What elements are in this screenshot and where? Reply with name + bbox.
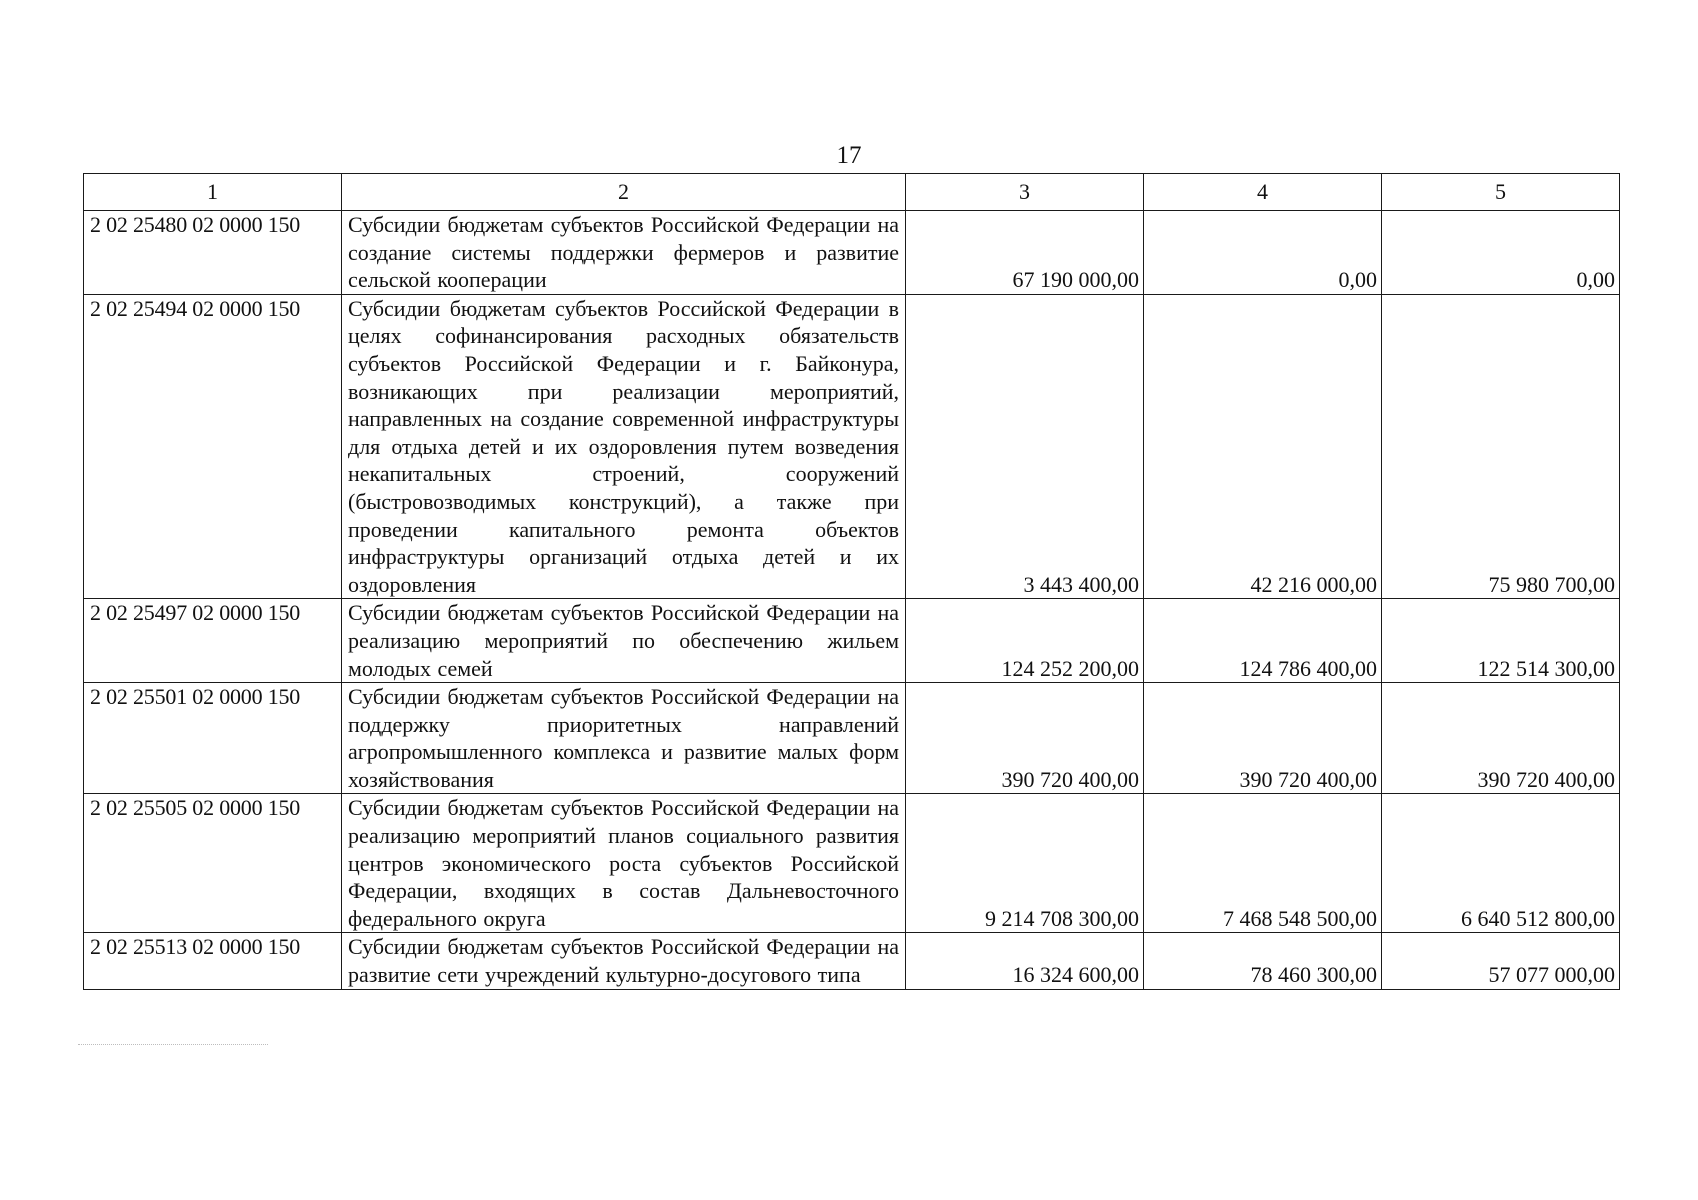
row-description: Субсидии бюджетам субъектов Российской Федерации на реализацию мероприятий по обеспечению жильем молодых семей: [342, 599, 906, 683]
page-number: 17: [836, 142, 862, 169]
column-header-2: 2: [342, 174, 906, 211]
budget-code: 2 02 25480 02 0000 150: [84, 211, 342, 295]
amount-col-5: 122 514 300,00: [1382, 599, 1620, 683]
amount-col-5: 57 077 000,00: [1382, 933, 1620, 989]
amount-col-5: 0,00: [1382, 211, 1620, 295]
amount-col-3: 9 214 708 300,00: [906, 794, 1144, 933]
amount-col-4: 42 216 000,00: [1144, 294, 1382, 599]
amount-col-3: 124 252 200,00: [906, 599, 1144, 683]
budget-code: 2 02 25513 02 0000 150: [84, 933, 342, 989]
scan-artifact-line: [78, 1044, 268, 1045]
column-header-4: 4: [1144, 174, 1382, 211]
column-header-1: 1: [84, 174, 342, 211]
table-row: [84, 794, 1620, 933]
amount-col-3: 16 324 600,00: [906, 933, 1144, 989]
budget-code: 2 02 25497 02 0000 150: [84, 599, 342, 683]
amount-col-4: 78 460 300,00: [1144, 933, 1382, 989]
row-description: Субсидии бюджетам субъектов Российской Федерации в целях софинансирования расходных обязательств субъектов Российской Федерации и г. Байконура, возникающих при реализации мероприятий, направленных на создание современной инфраструктуры для отдыха детей и их оздоровления путем возведения некапитальных строений, сооружений (быстровозводимых конструкций), а также при проведении капитального ремонта объектов инфраструктуры организаций отдыха детей и их оздоровления: [342, 294, 906, 599]
table-row: [84, 933, 1620, 989]
amount-col-3: 390 720 400,00: [906, 683, 1144, 794]
row-description: Субсидии бюджетам субъектов Российской Федерации на поддержку приоритетных направлений агропромышленного комплекса и развитие малых форм хозяйствования: [342, 683, 906, 794]
table-row: [84, 211, 1620, 295]
row-description: Субсидии бюджетам субъектов Российской Федерации на создание системы поддержки фермеров и развитие сельской кооперации: [342, 211, 906, 295]
amount-col-4: 124 786 400,00: [1144, 599, 1382, 683]
amount-col-4: 390 720 400,00: [1144, 683, 1382, 794]
amount-col-5: 75 980 700,00: [1382, 294, 1620, 599]
budget-table: [83, 173, 1620, 990]
table-row: [84, 683, 1620, 794]
header-row: [84, 174, 1620, 211]
amount-col-5: 6 640 512 800,00: [1382, 794, 1620, 933]
amount-col-4: 7 468 548 500,00: [1144, 794, 1382, 933]
budget-code: 2 02 25505 02 0000 150: [84, 794, 342, 933]
table-row: [84, 599, 1620, 683]
amount-col-4: 0,00: [1144, 211, 1382, 295]
table-row: [84, 294, 1620, 599]
column-header-5: 5: [1382, 174, 1620, 211]
column-header-3: 3: [906, 174, 1144, 211]
amount-col-3: 3 443 400,00: [906, 294, 1144, 599]
budget-code: 2 02 25494 02 0000 150: [84, 294, 342, 599]
amount-col-5: 390 720 400,00: [1382, 683, 1620, 794]
budget-code: 2 02 25501 02 0000 150: [84, 683, 342, 794]
amount-col-3: 67 190 000,00: [906, 211, 1144, 295]
row-description: Субсидии бюджетам субъектов Российской Федерации на реализацию мероприятий планов социального развития центров экономического роста субъектов Российской Федерации, входящих в состав Дальневосточного федерального округа: [342, 794, 906, 933]
row-description: Субсидии бюджетам субъектов Российской Федерации на развитие сети учреждений культурно-досугового типа: [342, 933, 906, 989]
